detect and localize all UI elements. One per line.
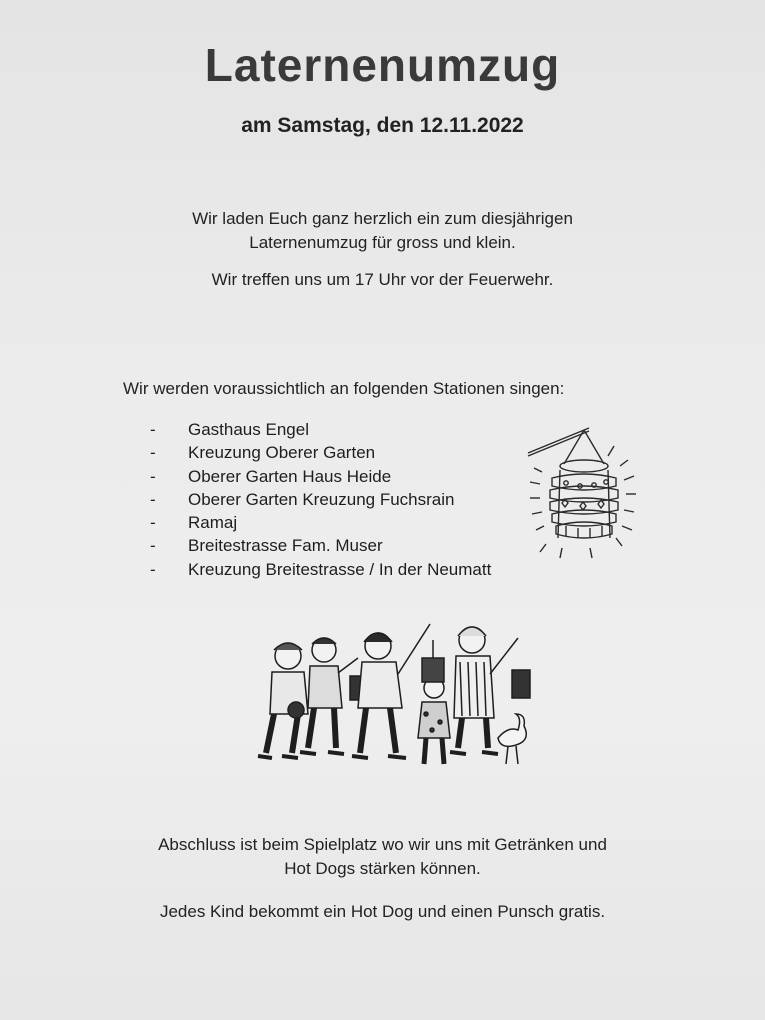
list-bullet: - xyxy=(150,420,156,439)
list-item xyxy=(150,465,491,488)
station-name: Breitestrasse Fam. Muser xyxy=(188,536,383,556)
invitation-text xyxy=(0,207,765,255)
invitation-line-2: Laternenumzug für gross und klein. xyxy=(249,233,516,252)
stations-intro: Wir werden voraussichtlich an folgenden Stationen singen: xyxy=(123,379,565,398)
station-name: Kreuzung Oberer Garten xyxy=(188,443,376,463)
station-name: Oberer Garten Kreuzung Fuchsrain xyxy=(188,489,455,509)
list-item xyxy=(150,534,491,557)
station-name: Oberer Garten Haus Heide xyxy=(188,466,392,486)
list-bullet: - xyxy=(150,489,156,509)
meeting-point-text: Wir treffen uns um 17 Uhr vor der Feuerwehr. xyxy=(211,270,554,289)
station-name: Gasthaus Engel xyxy=(188,420,309,439)
lantern-icon xyxy=(522,420,647,565)
station-name: Ramaj xyxy=(188,513,238,533)
list-item xyxy=(150,558,491,581)
free-offer-text: Jedes Kind bekommt ein Hot Dog und einen Punsch gratis. xyxy=(159,902,606,921)
list-item xyxy=(150,418,491,441)
invitation-line-1: Wir laden Euch ganz herzlich ein zum diesjährigen xyxy=(192,209,573,228)
closing-line-2: Hot Dogs stärken können. xyxy=(284,859,481,878)
flyer-title: Laternenumzug xyxy=(204,39,561,91)
list-item xyxy=(150,511,491,534)
closing-line-1: Abschluss ist beim Spielplatz wo wir uns mit Getränken und xyxy=(158,835,607,854)
list-item xyxy=(150,488,491,511)
children-procession-icon xyxy=(236,618,536,778)
closing-text xyxy=(0,833,765,881)
stations-list xyxy=(150,418,491,581)
list-bullet: - xyxy=(150,559,156,579)
list-bullet: - xyxy=(150,466,156,486)
station-name: Kreuzung Breitestrasse / In der Neumatt xyxy=(188,559,492,579)
list-bullet: - xyxy=(150,513,156,533)
list-bullet: - xyxy=(150,443,156,463)
list-item xyxy=(150,441,491,464)
event-date: am Samstag, den 12.11.2022 xyxy=(241,114,524,137)
list-bullet: - xyxy=(150,536,156,556)
